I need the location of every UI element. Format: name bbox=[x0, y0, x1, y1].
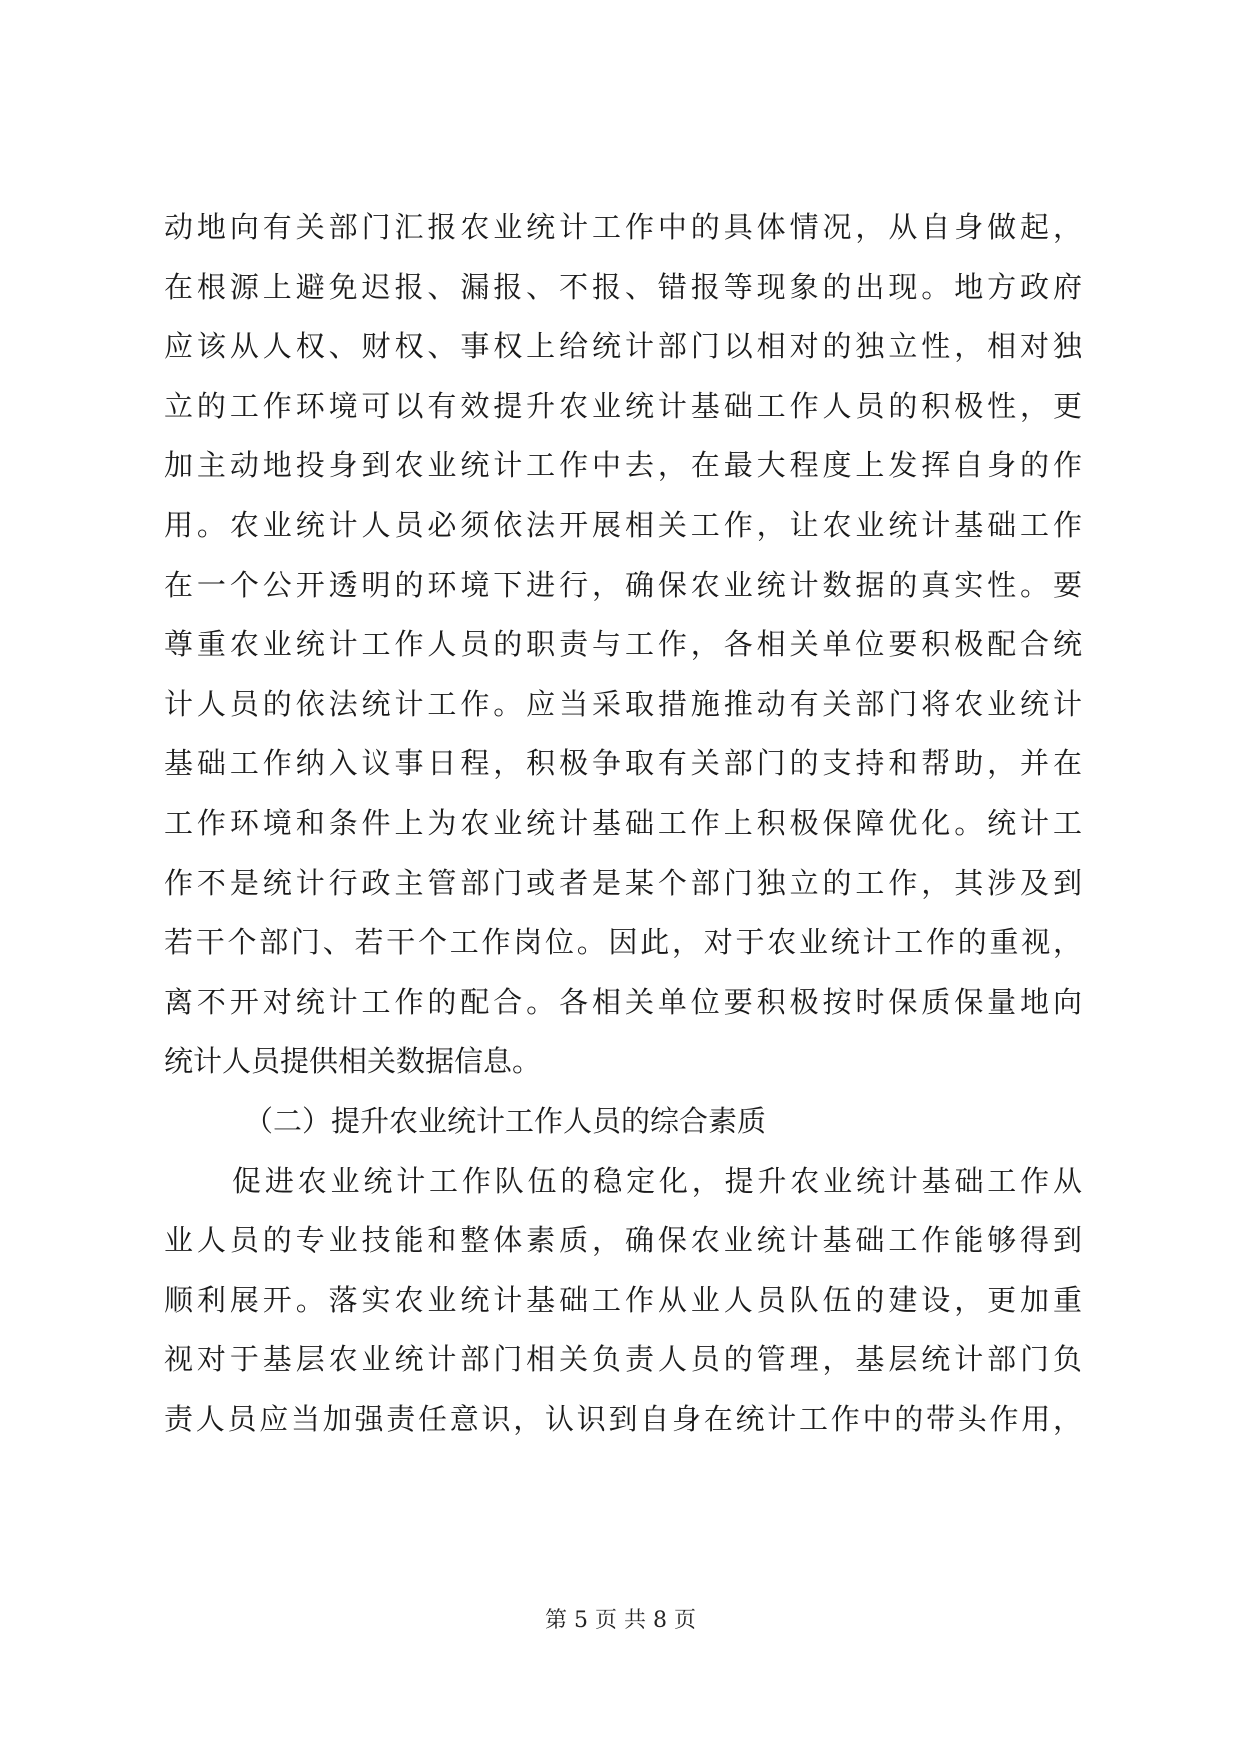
section-heading: （二）提升农业统计工作人员的综合素质 bbox=[244, 1103, 767, 1138]
paragraph-line: 动地向有关部门汇报农业统计工作中的具体情况，从自身做起， bbox=[164, 210, 1082, 244]
paragraph-line: 顺利展开。落实农业统计基础工作从业人员队伍的建设，更加重 bbox=[164, 1282, 1082, 1317]
paragraph-line: 离不开对统计工作的配合。各相关单位要积极按时保质保量地向 bbox=[164, 984, 1082, 1019]
paragraph-line: 应该从人权、财权、事权上给统计部门以相对的独立性，相对独 bbox=[164, 329, 1082, 364]
paragraph-line: 计人员的依法统计工作。应当采取措施推动有关部门将农业统计 bbox=[164, 686, 1082, 721]
paragraph-line: 基础工作纳入议事日程，积极争取有关部门的支持和帮助，并在 bbox=[164, 746, 1082, 781]
paragraph-line: 责人员应当加强责任意识，认识到自身在统计工作中的带头作用， bbox=[164, 1401, 1082, 1436]
paragraph-line: 业人员的专业技能和整体素质，确保农业统计基础工作能够得到 bbox=[164, 1223, 1082, 1258]
paragraph-line: 作不是统计行政主管部门或者是某个部门独立的工作，其涉及到 bbox=[164, 865, 1082, 900]
paragraph-line: 在根源上避免迟报、漏报、不报、错报等现象的出现。地方政府 bbox=[164, 269, 1082, 304]
paragraph-line: 尊重农业统计工作人员的职责与工作，各相关单位要积极配合统 bbox=[164, 627, 1082, 662]
paragraph-line: 促进农业统计工作队伍的稳定化，提升农业统计基础工作从 bbox=[232, 1163, 1082, 1198]
paragraph-line: 统计人员提供相关数据信息。 bbox=[164, 1044, 542, 1079]
paragraph-line: 加主动地投身到农业统计工作中去，在最大程度上发挥自身的作 bbox=[164, 448, 1082, 483]
paragraph-line: 视对于基层农业统计部门相关负责人员的管理，基层统计部门负 bbox=[164, 1342, 1082, 1377]
body-text bbox=[164, 198, 1082, 1449]
paragraph-line: 在一个公开透明的环境下进行，确保农业统计数据的真实性。要 bbox=[164, 567, 1082, 602]
paragraph-line: 用。农业统计人员必须依法开展相关工作，让农业统计基础工作 bbox=[164, 507, 1082, 542]
paragraph-line: 立的工作环境可以有效提升农业统计基础工作人员的积极性，更 bbox=[164, 388, 1082, 423]
page-number-footer: 第 5 页 共 8 页 bbox=[545, 1608, 696, 1633]
paragraph-line: 工作环境和条件上为农业统计基础工作上积极保障优化。统计工 bbox=[164, 805, 1082, 840]
paragraph-line: 若干个部门、若干个工作岗位。因此，对于农业统计工作的重视， bbox=[164, 925, 1082, 960]
